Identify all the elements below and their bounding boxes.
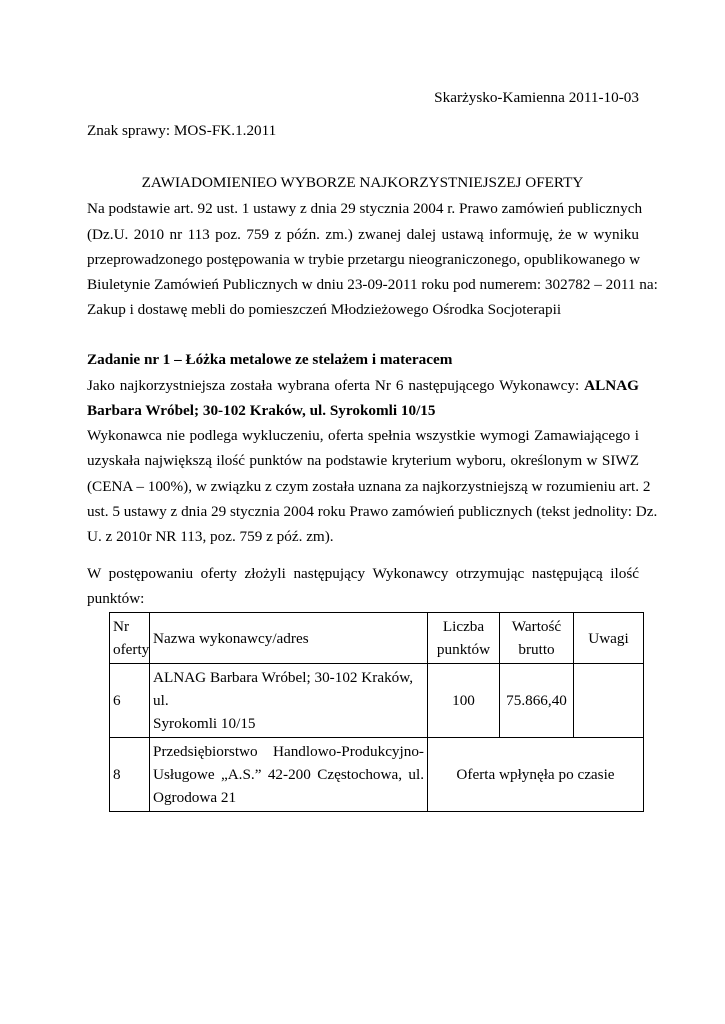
table-row — [110, 738, 644, 812]
offer-points: 100 — [428, 664, 500, 738]
contractor-name: ALNAG Barbara Wróbel; 30-102 Kraków, ul. Syrokomli 10/15 — [150, 664, 428, 738]
offers-intro-line: punktów: — [87, 590, 145, 607]
header-points: Liczba punktów — [428, 613, 500, 664]
offer-gross-value: 75.866,40 — [500, 664, 574, 738]
justification-line: uzyskała największą ilość punktów na podstawie kryterium wyboru, określonym w SIWZ — [87, 452, 639, 469]
intro-line: Zakup i dostawę mebli do pomieszczeń Młodzieżowego Ośrodka Socjoterapii — [87, 301, 562, 318]
intro-line: Na podstawie art. 92 ust. 1 ustawy z dnia 29 stycznia 2004 r. Prawo zamówień publicznych — [87, 200, 643, 217]
contractor-name: Przedsiębiorstwo Handlowo-Produkcyjno- Usługowe „A.S.” 42-200 Częstochowa, ul. Ogrodowa 21 — [150, 738, 428, 812]
intro-line: (Dz.U. 2010 nr 113 poz. 759 z późn. zm.) zwanej dalej ustawą informuję, że w wyniku — [87, 226, 639, 243]
document-title: ZAWIADOMIENIEO WYBORZE NAJKORZYSTNIEJSZEJ OFERTY — [141, 174, 584, 191]
table-header-row — [110, 613, 644, 664]
offers-intro-line: W postępowaniu oferty złożyli następujący Wykonawcy otrzymując następującą ilość — [87, 565, 639, 582]
offer-number: 8 — [110, 738, 150, 812]
justification-line: ust. 5 ustawy z dnia 29 stycznia 2004 roku Prawo zamówień publicznych (tekst jednolity: Dz. — [87, 503, 658, 520]
selected-offer-line — [87, 376, 639, 396]
selected-offer-prefix: Jako najkorzystniejsza została wybrana oferta Nr 6 następującego Wykonawcy: — [87, 377, 580, 394]
late-offer-note: Oferta wpłynęła po czasie — [428, 738, 644, 812]
header-contractor: Nazwa wykonawcy/adres — [150, 613, 428, 664]
justification-line: U. z 2010r NR 113, poz. 759 z póź. zm). — [87, 528, 334, 545]
table-row — [110, 664, 644, 738]
offer-number: 6 — [110, 664, 150, 738]
selected-contractor-address: Barbara Wróbel; 30-102 Kraków, ul. Syrokomli 10/15 — [87, 402, 436, 419]
selected-contractor-name: ALNAG — [584, 377, 639, 394]
offers-table — [109, 612, 644, 812]
justification-line: (CENA – 100%), w związku z czym została uznana za najkorzystniejszą w rozumieniu art. 2 — [87, 478, 651, 495]
intro-line: Biuletynie Zamówień Publicznych w dniu 23-09-2011 roku pod numerem: 302782 – 2011 na: — [87, 276, 658, 293]
task-heading: Zadanie nr 1 – Łóżka metalowe ze stelażem i materacem — [87, 351, 453, 368]
justification-line: Wykonawca nie podlega wykluczeniu, oferta spełnia wszystkie wymogi Zamawiającego i — [87, 427, 639, 444]
header-notes: Uwagi — [574, 613, 644, 664]
header-gross-value: Wartość brutto — [500, 613, 574, 664]
place-date: Skarżysko-Kamienna 2011-10-03 — [434, 89, 639, 106]
header-offer-number: Nr oferty — [110, 613, 150, 664]
offer-notes — [574, 664, 644, 738]
intro-line: przeprowadzonego postępowania w trybie przetargu nieograniczonego, opublikowanego w — [87, 251, 641, 268]
reference-number: Znak sprawy: MOS-FK.1.2011 — [87, 122, 277, 139]
